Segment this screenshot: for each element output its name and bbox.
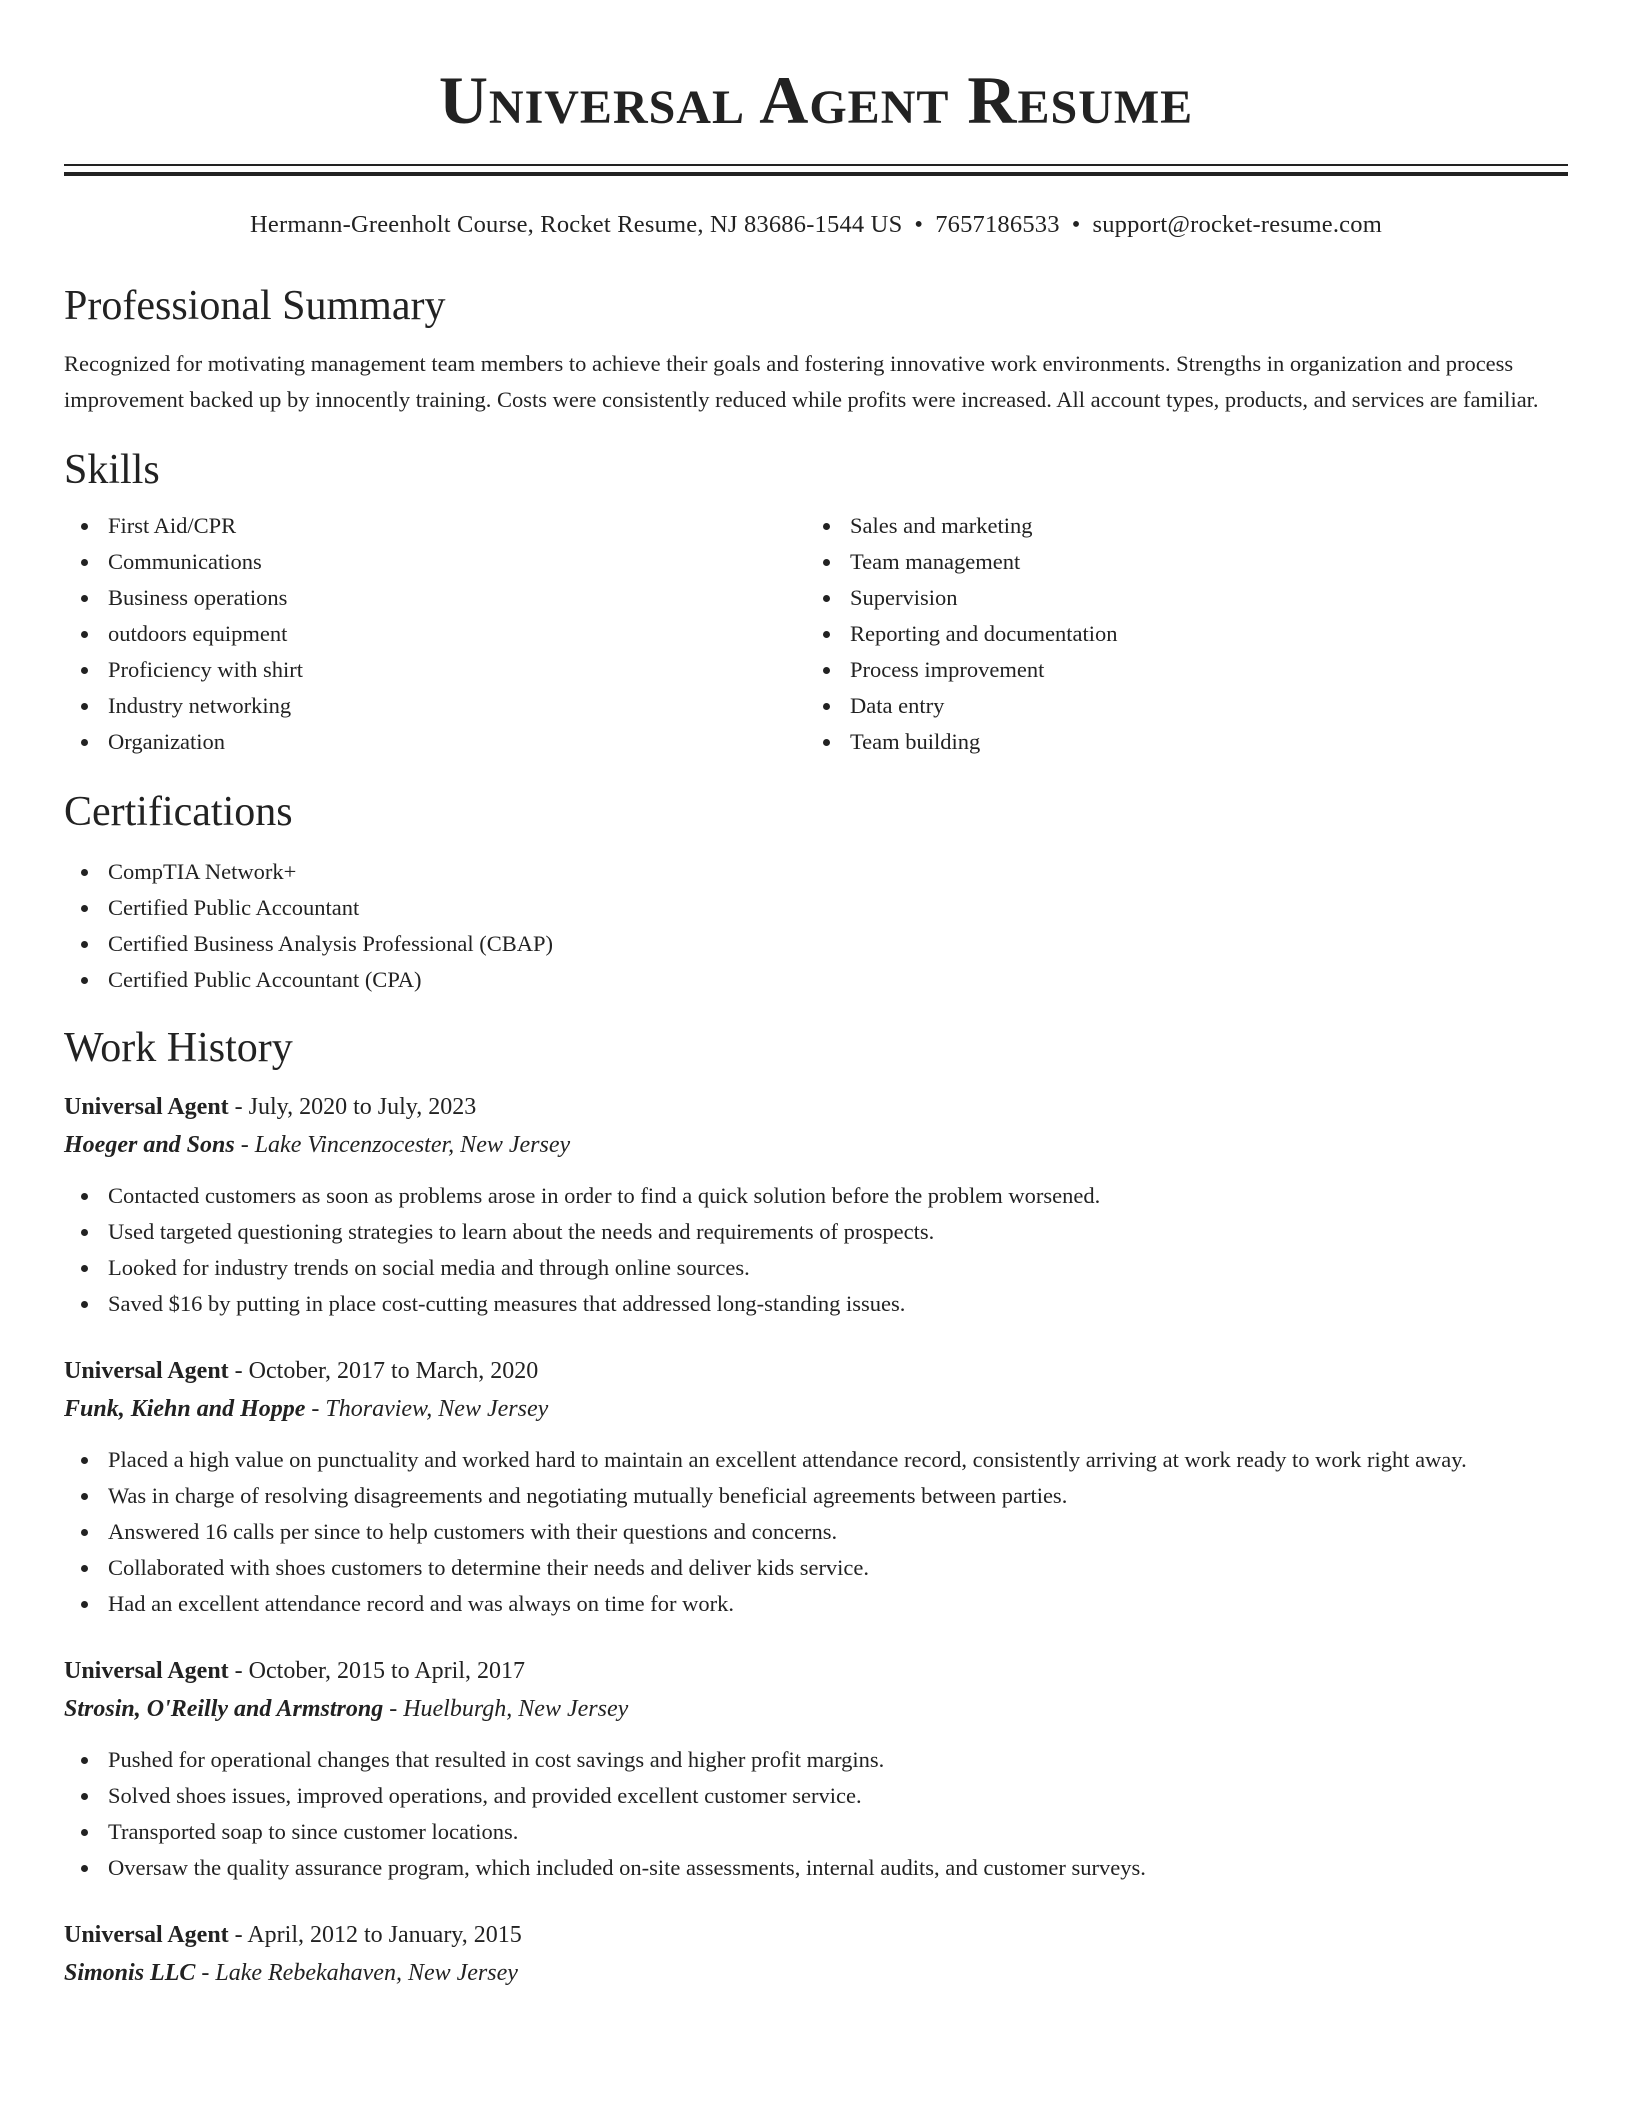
certification-item: Certified Public Accountant	[108, 890, 1568, 926]
job-role: Universal Agent	[64, 1922, 229, 1948]
skill-item: Industry networking	[108, 688, 806, 724]
job-dates: - July, 2020 to July, 2023	[228, 1094, 477, 1120]
certification-item: Certified Business Analysis Professional (CBAP)	[108, 926, 1568, 962]
job-bullet: Contacted customers as soon as problems arose in order to find a quick solution before the problem worsened.	[108, 1178, 1568, 1214]
job-company: Hoeger and Sons	[64, 1132, 235, 1158]
job-company-line	[64, 1390, 1568, 1428]
contact-line	[64, 210, 1568, 240]
skill-item: outdoors equipment	[108, 616, 806, 652]
job-bullet-list	[64, 1742, 1568, 1886]
skill-item: Reporting and documentation	[850, 616, 1548, 652]
skill-item: Data entry	[850, 688, 1548, 724]
job-dates: - October, 2015 to April, 2017	[228, 1658, 526, 1684]
contact-separator: •	[914, 211, 924, 238]
job-title-line	[64, 1652, 1568, 1690]
skill-item: Proficiency with shirt	[108, 652, 806, 688]
job-title-line	[64, 1916, 1568, 1954]
job-location: - Huelburgh, New Jersey	[383, 1696, 629, 1722]
job-location: - Thoraview, New Jersey	[305, 1396, 549, 1422]
skill-item: Sales and marketing	[850, 508, 1548, 544]
job-title-line	[64, 1088, 1568, 1126]
job-bullet: Used targeted questioning strategies to learn about the needs and requirements of prospects.	[108, 1214, 1568, 1250]
certifications-heading: Certifications	[64, 789, 293, 835]
skill-item: Process improvement	[850, 652, 1548, 688]
job-location: - Lake Rebekahaven, New Jersey	[195, 1960, 518, 1986]
contact-email: support@rocket-resume.com	[1092, 211, 1382, 238]
summary-text: Recognized for motivating management team members to achieve their goals and fostering innovative work environments. Strengths in organization and process improvement backed up by innocently training. Costs were consistently reduced while profits were increased. All account types, products, and services are familiar.	[64, 351, 1539, 412]
job-bullet-list	[64, 1178, 1568, 1322]
title-rule-thin	[64, 164, 1568, 166]
job-company-line	[64, 1126, 1568, 1164]
resume-page	[64, 0, 1568, 1992]
skills-list-right	[806, 508, 1548, 760]
job-role: Universal Agent	[64, 1358, 229, 1384]
work-history-heading: Work History	[64, 1025, 293, 1071]
job-role: Universal Agent	[64, 1094, 229, 1120]
job-entry	[64, 1916, 1568, 1992]
job-dates: - October, 2017 to March, 2020	[228, 1358, 539, 1384]
skill-item: Organization	[108, 724, 806, 760]
job-company: Strosin, O'Reilly and Armstrong	[64, 1696, 384, 1722]
skills-heading: Skills	[64, 447, 160, 493]
skills-grid	[64, 508, 1568, 760]
job-title-line	[64, 1352, 1568, 1390]
job-company-line	[64, 1690, 1568, 1728]
job-dates: - April, 2012 to January, 2015	[228, 1922, 522, 1948]
job-bullet: Pushed for operational changes that resulted in cost savings and higher profit margins.	[108, 1742, 1568, 1778]
skill-item: Communications	[108, 544, 806, 580]
job-role: Universal Agent	[64, 1658, 229, 1684]
job-bullet: Was in charge of resolving disagreements and negotiating mutually beneficial agreements between parties.	[108, 1478, 1568, 1514]
skill-item: Supervision	[850, 580, 1548, 616]
job-company: Simonis LLC	[64, 1960, 196, 1986]
job-company-line	[64, 1954, 1568, 1992]
skill-item: First Aid/CPR	[108, 508, 806, 544]
skills-list-left	[64, 508, 806, 760]
skill-item: Team management	[850, 544, 1548, 580]
job-bullet: Looked for industry trends on social media and through online sources.	[108, 1250, 1568, 1286]
job-bullet: Saved $16 by putting in place cost-cutting measures that addressed long-standing issues.	[108, 1286, 1568, 1322]
skill-item: Team building	[850, 724, 1548, 760]
job-bullet: Placed a high value on punctuality and worked hard to maintain an excellent attendance record, consistently arriving at work ready to work right away.	[108, 1442, 1568, 1478]
job-bullet: Had an excellent attendance record and was always on time for work.	[108, 1586, 1568, 1622]
title-rule-thick	[64, 172, 1568, 176]
contact-phone: 7657186533	[935, 211, 1060, 238]
certification-item: CompTIA Network+	[108, 854, 1568, 890]
certification-item: Certified Public Accountant (CPA)	[108, 962, 1568, 998]
resume-title: Universal Agent Resume	[438, 62, 1194, 138]
job-bullet: Solved shoes issues, improved operations, and provided excellent customer service.	[108, 1778, 1568, 1814]
certifications-list	[64, 854, 1568, 998]
job-bullet-list	[64, 1442, 1568, 1622]
job-entry	[64, 1088, 1568, 1322]
skills-column-left	[64, 508, 806, 760]
summary-heading: Professional Summary	[64, 283, 446, 329]
job-location: - Lake Vincenzocester, New Jersey	[234, 1132, 571, 1158]
job-bullet: Transported soap to since customer locations.	[108, 1814, 1568, 1850]
skill-item: Business operations	[108, 580, 806, 616]
skills-column-right	[806, 508, 1548, 760]
job-bullet: Answered 16 calls per since to help customers with their questions and concerns.	[108, 1514, 1568, 1550]
job-bullet: Collaborated with shoes customers to determine their needs and deliver kids service.	[108, 1550, 1568, 1586]
job-bullet: Oversaw the quality assurance program, which included on-site assessments, internal audits, and customer surveys.	[108, 1850, 1568, 1886]
job-company: Funk, Kiehn and Hoppe	[64, 1396, 306, 1422]
contact-separator: •	[1071, 211, 1081, 238]
contact-address: Hermann-Greenholt Course, Rocket Resume, NJ 83686-1544 US	[250, 211, 903, 238]
job-entry	[64, 1352, 1568, 1622]
job-entry	[64, 1652, 1568, 1886]
